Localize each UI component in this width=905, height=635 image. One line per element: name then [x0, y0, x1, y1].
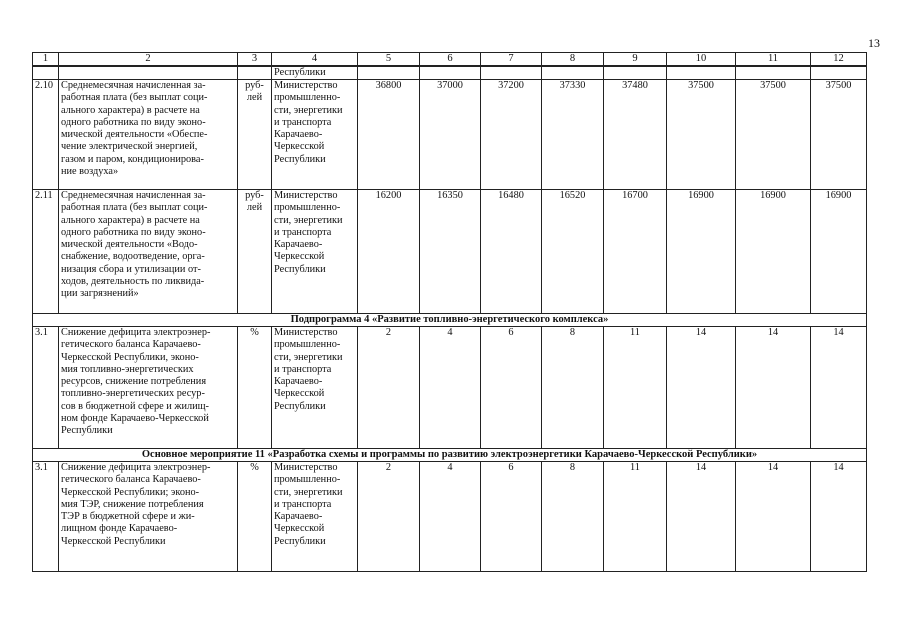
table-row [33, 327, 867, 449]
value-cell: 37200 [481, 80, 542, 190]
row-number: 3.1 [33, 327, 59, 449]
page-number: 13 [868, 36, 880, 50]
column-header: 10 [667, 53, 736, 67]
subprogram-title: Подпрограмма 4 «Развитие топливно-энергетического комплекса» [33, 314, 867, 327]
ministry-cell: Министерство промышленно- сти, энергетики и транспорта Карачаево- Черкесской Республики [272, 80, 358, 190]
column-header: 8 [542, 53, 604, 67]
value-cell: 11 [604, 462, 667, 572]
unit-cell: % [238, 462, 272, 572]
value-cell: 8 [542, 327, 604, 449]
unit-cell: руб- лей [238, 80, 272, 190]
table-row [33, 80, 867, 190]
indicator-table [32, 52, 867, 572]
value-cell: 16700 [604, 190, 667, 314]
main-event-row [33, 449, 867, 462]
column-header: 2 [59, 53, 238, 67]
value-cell: 16520 [542, 190, 604, 314]
ministry-cell: Министерство промышленно- сти, энергетики и транспорта Карачаево- Черкесской Республики [272, 462, 358, 572]
column-header: 7 [481, 53, 542, 67]
ministry-cell: Республики [272, 66, 358, 80]
value-cell: 2 [358, 327, 420, 449]
value-cell: 8 [542, 462, 604, 572]
value-cell: 16350 [420, 190, 481, 314]
column-header: 6 [420, 53, 481, 67]
unit-cell: % [238, 327, 272, 449]
value-cell: 37000 [420, 80, 481, 190]
ministry-cell: Министерство промышленно- сти, энергетики и транспорта Карачаево- Черкесской Республики [272, 190, 358, 314]
value-cell: 16900 [736, 190, 811, 314]
value-cell: 14 [736, 327, 811, 449]
value-cell: 4 [420, 462, 481, 572]
column-number-row [33, 53, 867, 67]
value-cell: 14 [667, 327, 736, 449]
value-cell: 16480 [481, 190, 542, 314]
value-cell: 37500 [667, 80, 736, 190]
indicator-name: Снижение дефицита электроэнер- гетического баланса Карачаево- Черкесской Республики, эконо- мия топливно-энергетических ресурсов, снижение потребления топливно-энергетических ресур- сов в бюджетной сфере и жилищ- ном фонде Карачаево-Черкесской Республики [59, 327, 238, 449]
main-event-title: Основное мероприятие 11 «Разработка схемы и программы по развитию электроэнергетики Карачаево-Черкесской Республики» [33, 449, 867, 462]
row-number: 2.10 [33, 80, 59, 190]
table-row [33, 462, 867, 572]
value-cell: 11 [604, 327, 667, 449]
value-cell: 37480 [604, 80, 667, 190]
column-header: 12 [811, 53, 867, 67]
column-header: 9 [604, 53, 667, 67]
value-cell: 6 [481, 462, 542, 572]
value-cell: 37500 [736, 80, 811, 190]
value-cell: 37330 [542, 80, 604, 190]
row-number: 2.11 [33, 190, 59, 314]
value-cell: 14 [811, 327, 867, 449]
value-cell: 2 [358, 462, 420, 572]
value-cell: 16900 [811, 190, 867, 314]
indicator-name: Среднемесячная начисленная за- работная плата (без выплат соци- ального характера) в расчете на одного работника по виду эконо- мической деятельности «Водо- снабжение, водоотведение, орга- низация сбора и утилизации от- ходов, деятельность по ликвида- ции загрязнений» [59, 190, 238, 314]
value-cell: 16900 [667, 190, 736, 314]
unit-cell: руб- лей [238, 190, 272, 314]
value-cell: 36800 [358, 80, 420, 190]
value-cell: 16200 [358, 190, 420, 314]
column-header: 1 [33, 53, 59, 67]
column-header: 3 [238, 53, 272, 67]
column-header: 5 [358, 53, 420, 67]
value-cell: 6 [481, 327, 542, 449]
column-header: 11 [736, 53, 811, 67]
indicator-name: Снижение дефицита электроэнер- гетического баланса Карачаево- Черкесской Республики; эконо- мия ТЭР, снижение потребления ТЭР в бюджетной сфере и жи- лищном фонде Карачаево- Черкесской Республики [59, 462, 238, 572]
value-cell: 14 [667, 462, 736, 572]
column-header: 4 [272, 53, 358, 67]
ministry-cell: Министерство промышленно- сти, энергетики и транспорта Карачаево- Черкесской Республики [272, 327, 358, 449]
continuation-row [33, 66, 867, 80]
value-cell: 14 [811, 462, 867, 572]
value-cell: 14 [736, 462, 811, 572]
table-row [33, 190, 867, 314]
subprogram-row [33, 314, 867, 327]
row-number: 3.1 [33, 462, 59, 572]
value-cell: 4 [420, 327, 481, 449]
value-cell: 37500 [811, 80, 867, 190]
indicator-name: Среднемесячная начисленная за- работная плата (без выплат соци- ального характера) в расчете на одного работника по виду эконо- мической деятельности «Обеспе- чение электрической энергией, газом и паром, кондиционирова- ние воздуха» [59, 80, 238, 190]
